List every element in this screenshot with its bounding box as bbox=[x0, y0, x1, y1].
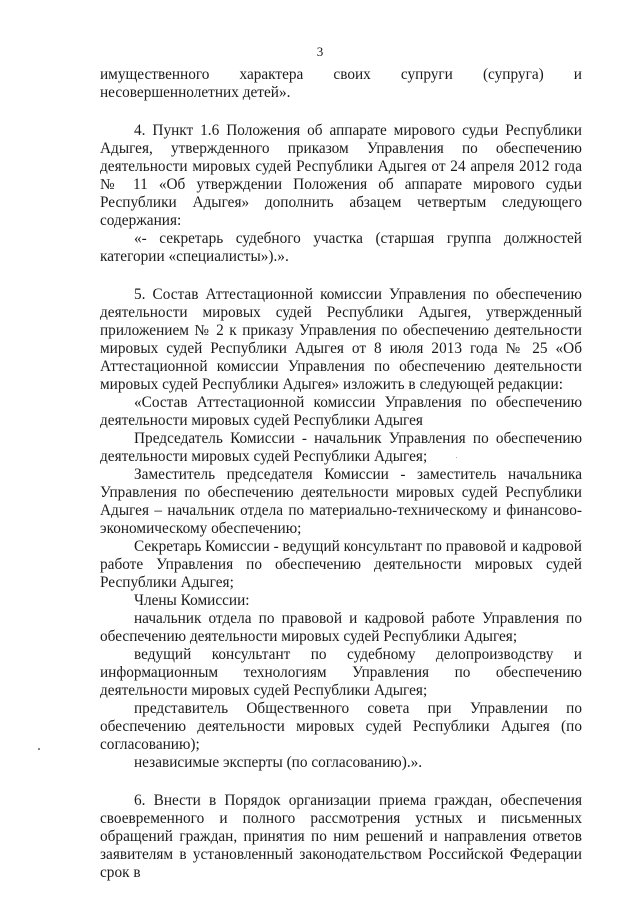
paragraph-commission-title: «Состав Аттестационной комиссии Управления по обеспечению деятельности мировых судей Республики Адыгея bbox=[100, 394, 582, 429]
paragraph-deputy-chairman: Заместитель председателя Комиссии - заместитель начальника Управления по обеспечению деятельности мировых судей Республики Адыгея – начальник отдела по материально-техническому и финансово-экономическому обеспечению; bbox=[100, 466, 582, 537]
paragraph-item-4-quote: «- секретарь судебного участка (старшая группа должностей категории «специалисты»).». bbox=[100, 230, 582, 265]
paragraph-item-5: 5. Состав Аттестационной комиссии Управления по обеспечению деятельности мировых судей Республики Адыгея, утвержденный приложением № 2 к приказу Управления по обеспечению деятельности мировых судей Республики Адыгея от 8 июля 2013 года № 25 «Об Аттестационной комиссии Управления по обеспечению деятельности мировых судей Республики Адыгея» изложить в следующей редакции: bbox=[100, 286, 582, 393]
scan-speck bbox=[456, 457, 457, 458]
paragraph-member-2: ведущий консультант по судебному делопроизводству и информационным технологиям Управления по обеспечению деятельности мировых судей Республики Адыгея; bbox=[100, 646, 582, 699]
document-body bbox=[100, 66, 582, 882]
paragraph-member-3: представитель Общественного совета при Управлении по обеспечению деятельности мировых судей Республики Адыгея (по согласованию); bbox=[100, 700, 582, 753]
paragraph-member-4: независимые эксперты (по согласованию).». bbox=[134, 754, 423, 771]
paragraph-item-4: 4. Пункт 1.6 Положения об аппарате мирового судьи Республики Адыгея, утвержденного приказом Управления по обеспечению деятельности мировых судей Республики Адыгея от 24 апреля 2012 года № 11 «Об утверждении Положения об аппарате мирового судьи Республики Адыгея» дополнить абзацем четвертым следующего содержания: bbox=[100, 122, 582, 229]
paragraph-item-6: 6. Внести в Порядок организации приема граждан, обеспечения своевременного и полного рассмотрения устных и письменных обращений граждан, принятия по ним решений и направления ответов заявителям в установленный законодательством Российской Федерации срок в bbox=[100, 792, 582, 881]
scan-speck bbox=[38, 748, 40, 750]
paragraph-secretary: Секретарь Комиссии - ведущий консультант по правовой и кадровой работе Управления по обеспечению деятельности мировых судей Республики Адыгея; bbox=[100, 538, 582, 591]
paragraph-members-heading: Члены Комиссии: bbox=[134, 592, 250, 609]
page-number: 3 bbox=[316, 44, 324, 59]
paragraph-continuation: имущественного характера своих супруги (супруга) и несовершеннолетних детей». bbox=[100, 66, 582, 101]
paragraph-member-1: начальник отдела по правовой и кадровой работе Управления по обеспечению деятельности мировых судей Республики Адыгея; bbox=[100, 610, 582, 645]
paragraph-chairman: Председатель Комиссии - начальник Управления по обеспечению деятельности мировых судей Республики Адыгея; bbox=[100, 430, 582, 465]
